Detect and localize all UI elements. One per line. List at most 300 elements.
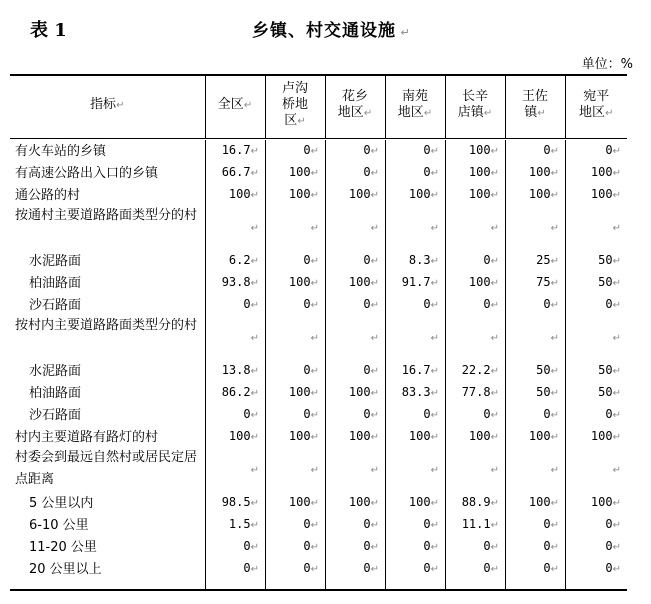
paragraph-mark-icon: ↵	[370, 277, 379, 289]
paragraph-mark-icon: ↵	[370, 563, 379, 575]
table-cell	[445, 138, 505, 161]
table-row	[10, 271, 627, 293]
cell-value: 0	[423, 406, 431, 421]
paragraph-mark-icon: ↵	[490, 387, 499, 399]
paragraph-mark-icon: ↵	[490, 189, 499, 201]
paragraph-mark-icon: ↵	[550, 519, 559, 531]
cell-value: 100	[288, 494, 311, 509]
row-label: 按通村主要道路路面类型分的村	[15, 207, 198, 223]
table-cell	[385, 447, 445, 491]
table-cell	[265, 513, 325, 535]
table-cell	[385, 249, 445, 271]
table-cell	[325, 447, 385, 491]
cell-value: 100	[228, 428, 251, 443]
paragraph-mark-icon: ↵	[370, 255, 379, 267]
cell-value: 0	[363, 516, 371, 531]
paragraph-mark-icon: ↵	[250, 222, 259, 234]
table-cell	[565, 359, 627, 381]
column-header-indicator: 指标↵	[10, 74, 205, 138]
column-header: 南苑 地区↵	[385, 74, 445, 138]
paragraph-mark-icon: ↵	[490, 332, 499, 344]
table-cell	[505, 293, 565, 315]
paragraph-mark-icon: ↵	[297, 116, 306, 128]
cell-value: 0	[543, 560, 551, 575]
row-label: 5 公里以内	[29, 496, 94, 511]
cell-value: 0	[303, 362, 311, 377]
table-cell	[445, 315, 505, 359]
table-cell	[565, 293, 627, 315]
paragraph-mark-icon: ↵	[310, 431, 319, 443]
table-cell	[205, 403, 265, 425]
paragraph-mark-icon: ↵	[310, 145, 319, 157]
table-cell	[505, 359, 565, 381]
paragraph-mark-icon: ↵	[430, 222, 439, 234]
column-divider	[385, 140, 386, 590]
cell-value: 8.3	[408, 252, 431, 267]
table-row	[10, 249, 627, 271]
paragraph-mark-icon: ↵	[612, 409, 621, 421]
cell-value: 100	[348, 384, 371, 399]
row-label: 柏油路面	[29, 386, 82, 401]
paragraph-mark-icon: ↵	[612, 277, 621, 289]
paragraph-mark-icon: ↵	[430, 365, 439, 377]
table-cell	[385, 359, 445, 381]
cell-value: 50	[598, 252, 613, 267]
paragraph-mark-icon: ↵	[370, 541, 379, 553]
column-divider	[445, 140, 446, 590]
column-divider	[205, 140, 206, 590]
paragraph-mark-icon: ↵	[430, 563, 439, 575]
cell-value: 0	[303, 560, 311, 575]
paragraph-mark-icon: ↵	[612, 387, 621, 399]
table-cell	[385, 315, 445, 359]
table-row	[10, 447, 627, 491]
table-cell	[205, 557, 265, 579]
cell-value: 13.8	[221, 362, 251, 377]
cell-value: 0	[303, 142, 311, 157]
paragraph-mark-icon: ↵	[250, 497, 259, 509]
cell-value: 0	[303, 296, 311, 311]
table-cell	[205, 138, 265, 161]
paragraph-mark-icon: ↵	[370, 167, 379, 179]
paragraph-mark-icon: ↵	[310, 332, 319, 344]
cell-value: 0	[543, 538, 551, 553]
table-cell	[565, 249, 627, 271]
paragraph-mark-icon: ↵	[243, 100, 253, 112]
table-cell	[385, 513, 445, 535]
paragraph-mark-icon: ↵	[612, 167, 621, 179]
row-label: 按村内主要道路路面类型分的村	[15, 317, 198, 333]
table-cell	[445, 161, 505, 183]
cell-value: 100	[288, 384, 311, 399]
column-divider	[265, 140, 266, 590]
column-header: 宛平 地区↵	[565, 74, 627, 138]
cell-value: 100	[228, 186, 251, 201]
cell-value: 100	[288, 428, 311, 443]
cell-value: 100	[288, 186, 311, 201]
table-cell	[385, 205, 445, 249]
paragraph-mark-icon: ↵	[550, 365, 559, 377]
column-header: 长辛 店镇↵	[445, 74, 505, 138]
table-cell	[205, 183, 265, 205]
paragraph-mark-icon: ↵	[250, 431, 259, 443]
cell-value: 0	[363, 252, 371, 267]
paragraph-mark-icon: ↵	[550, 332, 559, 344]
data-table	[10, 74, 627, 579]
paragraph-mark-icon: ↵	[250, 464, 259, 476]
table-cell	[265, 183, 325, 205]
paragraph-mark-icon: ↵	[430, 519, 439, 531]
table-cell	[325, 381, 385, 403]
table-cell	[505, 557, 565, 579]
paragraph-mark-icon: ↵	[550, 563, 559, 575]
paragraph-mark-icon: ↵	[370, 189, 379, 201]
cell-value: 11.1	[461, 516, 491, 531]
cell-value: 0	[243, 560, 251, 575]
cell-value: 0	[543, 406, 551, 421]
row-label: 沙石路面	[29, 408, 82, 423]
paragraph-mark-icon: ↵	[370, 332, 379, 344]
table-cell	[385, 557, 445, 579]
cell-value: 100	[288, 164, 311, 179]
paragraph-mark-icon: ↵	[490, 497, 499, 509]
table-cell	[505, 513, 565, 535]
table-cell	[565, 403, 627, 425]
paragraph-mark-icon: ↵	[430, 167, 439, 179]
table-cell	[505, 535, 565, 557]
cell-value: 0	[363, 296, 371, 311]
paragraph-mark-icon: ↵	[423, 108, 433, 120]
table-cell	[205, 293, 265, 315]
table-cell	[205, 447, 265, 491]
column-header: 全区↵	[205, 74, 265, 138]
paragraph-mark-icon: ↵	[396, 26, 411, 39]
cell-value: 0	[605, 296, 613, 311]
row-label: 村委会到最远自然村或居民定居点距离	[15, 449, 198, 487]
row-label: 20 公里以上	[29, 562, 102, 577]
cell-value: 16.7	[401, 362, 431, 377]
cell-value: 50	[598, 362, 613, 377]
table-cell	[505, 447, 565, 491]
paragraph-mark-icon: ↵	[490, 431, 499, 443]
paragraph-mark-icon: ↵	[370, 497, 379, 509]
paragraph-mark-icon: ↵	[370, 464, 379, 476]
cell-value: 0	[543, 142, 551, 157]
paragraph-mark-icon: ↵	[430, 189, 439, 201]
paragraph-mark-icon: ↵	[370, 365, 379, 377]
table-cell	[325, 557, 385, 579]
cell-value: 100	[468, 142, 491, 157]
paragraph-mark-icon: ↵	[550, 277, 559, 289]
cell-value: 0	[483, 560, 491, 575]
table-row	[10, 138, 627, 161]
cell-value: 0	[605, 538, 613, 553]
cell-value: 25	[536, 252, 551, 267]
table-row	[10, 425, 627, 447]
table-cell	[565, 491, 627, 513]
table-cell	[505, 315, 565, 359]
table-cell	[565, 183, 627, 205]
paragraph-mark-icon: ↵	[310, 365, 319, 377]
table-cell	[325, 491, 385, 513]
paragraph-mark-icon: ↵	[370, 409, 379, 421]
table-cell	[565, 557, 627, 579]
cell-value: 100	[408, 186, 431, 201]
paragraph-mark-icon: ↵	[370, 299, 379, 311]
paragraph-mark-icon: ↵	[550, 431, 559, 443]
paragraph-mark-icon: ↵	[310, 167, 319, 179]
paragraph-mark-icon: ↵	[430, 541, 439, 553]
table-cell	[505, 491, 565, 513]
row-label: 沙石路面	[29, 298, 82, 313]
paragraph-mark-icon: ↵	[483, 108, 493, 120]
table-cell	[445, 359, 505, 381]
paragraph-mark-icon: ↵	[310, 409, 319, 421]
paragraph-mark-icon: ↵	[310, 277, 319, 289]
paragraph-mark-icon: ↵	[550, 222, 559, 234]
cell-value: 100	[468, 274, 491, 289]
paragraph-mark-icon: ↵	[612, 299, 621, 311]
paragraph-mark-icon: ↵	[370, 519, 379, 531]
table-cell	[205, 161, 265, 183]
column-header: 王佐 镇↵	[505, 74, 565, 138]
table-row	[10, 293, 627, 315]
paragraph-mark-icon: ↵	[490, 255, 499, 267]
table-cell	[265, 205, 325, 249]
paragraph-mark-icon: ↵	[612, 464, 621, 476]
table-cell	[325, 535, 385, 557]
cell-value: 16.7	[221, 142, 251, 157]
unit-label: 单位：%	[581, 57, 633, 72]
table-cell	[505, 183, 565, 205]
table-cell	[325, 205, 385, 249]
table-cell	[325, 183, 385, 205]
paragraph-mark-icon: ↵	[550, 409, 559, 421]
paragraph-mark-icon: ↵	[363, 108, 373, 120]
paragraph-mark-icon: ↵	[550, 189, 559, 201]
paragraph-mark-icon: ↵	[612, 519, 621, 531]
paragraph-mark-icon: ↵	[490, 277, 499, 289]
cell-value: 100	[348, 186, 371, 201]
table-cell	[205, 205, 265, 249]
column-divider	[325, 140, 326, 590]
cell-value: 100	[348, 494, 371, 509]
paragraph-mark-icon: ↵	[490, 222, 499, 234]
table-cell	[445, 557, 505, 579]
table-cell	[505, 425, 565, 447]
paragraph-mark-icon: ↵	[116, 100, 125, 112]
cell-value: 0	[543, 516, 551, 531]
paragraph-mark-icon: ↵	[550, 541, 559, 553]
paragraph-mark-icon: ↵	[612, 563, 621, 575]
paragraph-mark-icon: ↵	[250, 145, 259, 157]
table-cell	[505, 205, 565, 249]
table-cell	[445, 491, 505, 513]
cell-value: 98.5	[221, 494, 251, 509]
cell-value: 100	[468, 164, 491, 179]
cell-value: 0	[303, 406, 311, 421]
table-cell	[325, 161, 385, 183]
table-cell	[265, 447, 325, 491]
cell-value: 0	[605, 516, 613, 531]
cell-value: 0	[483, 538, 491, 553]
table-cell	[445, 381, 505, 403]
table-row	[10, 403, 627, 425]
cell-value: 0	[605, 560, 613, 575]
paragraph-mark-icon: ↵	[612, 255, 621, 267]
table-cell	[445, 535, 505, 557]
table-cell	[325, 315, 385, 359]
paragraph-mark-icon: ↵	[310, 541, 319, 553]
cell-value: 0	[363, 362, 371, 377]
table-cell	[565, 425, 627, 447]
cell-value: 0	[423, 516, 431, 531]
paragraph-mark-icon: ↵	[490, 365, 499, 377]
cell-value: 100	[528, 164, 551, 179]
cell-value: 0	[423, 142, 431, 157]
table-cell	[265, 315, 325, 359]
paragraph-mark-icon: ↵	[490, 464, 499, 476]
paragraph-mark-icon: ↵	[550, 255, 559, 267]
paragraph-mark-icon: ↵	[430, 277, 439, 289]
cell-value: 0	[605, 406, 613, 421]
table-row	[10, 535, 627, 557]
table-cell	[445, 249, 505, 271]
cell-value: 50	[598, 274, 613, 289]
column-divider	[505, 140, 506, 590]
cell-value: 100	[590, 164, 613, 179]
table-cell	[565, 447, 627, 491]
table-cell	[385, 271, 445, 293]
paragraph-mark-icon: ↵	[612, 145, 621, 157]
paragraph-mark-icon: ↵	[612, 541, 621, 553]
paragraph-mark-icon: ↵	[550, 145, 559, 157]
row-label: 水泥路面	[29, 254, 82, 269]
cell-value: 0	[243, 538, 251, 553]
table-row	[10, 381, 627, 403]
paragraph-mark-icon: ↵	[612, 431, 621, 443]
cell-value: 1.5	[228, 516, 251, 531]
cell-value: 0	[363, 538, 371, 553]
cell-value: 93.8	[221, 274, 251, 289]
paragraph-mark-icon: ↵	[370, 431, 379, 443]
table-title-text: 乡镇、村交通设施	[252, 21, 396, 41]
cell-value: 0	[543, 296, 551, 311]
cell-value: 100	[590, 494, 613, 509]
table-cell	[385, 161, 445, 183]
table-cell	[265, 138, 325, 161]
table-cell	[505, 381, 565, 403]
table-cell	[445, 425, 505, 447]
table-row	[10, 513, 627, 535]
paragraph-mark-icon: ↵	[250, 189, 259, 201]
table-cell	[325, 513, 385, 535]
cell-value: 0	[483, 252, 491, 267]
cell-value: 100	[528, 186, 551, 201]
paragraph-mark-icon: ↵	[430, 387, 439, 399]
paragraph-mark-icon: ↵	[490, 145, 499, 157]
table-cell	[445, 293, 505, 315]
paragraph-mark-icon: ↵	[250, 387, 259, 399]
table-cell	[385, 293, 445, 315]
paragraph-mark-icon: ↵	[250, 541, 259, 553]
paragraph-mark-icon: ↵	[310, 222, 319, 234]
table-cell	[265, 425, 325, 447]
cell-value: 50	[598, 384, 613, 399]
table-cell	[385, 183, 445, 205]
paragraph-mark-icon: ↵	[250, 299, 259, 311]
cell-value: 0	[243, 296, 251, 311]
table-cell	[445, 271, 505, 293]
paragraph-mark-icon: ↵	[250, 167, 259, 179]
cell-value: 100	[590, 186, 613, 201]
table-row	[10, 557, 627, 579]
paragraph-mark-icon: ↵	[310, 519, 319, 531]
cell-value: 0	[363, 560, 371, 575]
table-cell	[205, 249, 265, 271]
row-label: 有高速公路出入口的乡镇	[15, 166, 159, 181]
table-row	[10, 161, 627, 183]
table-row	[10, 205, 627, 249]
cell-value: 100	[408, 494, 431, 509]
table-cell	[325, 425, 385, 447]
table-cell	[445, 513, 505, 535]
table-cell	[265, 381, 325, 403]
cell-value: 100	[348, 274, 371, 289]
table-cell	[265, 293, 325, 315]
cell-value: 100	[468, 428, 491, 443]
table-cell	[265, 271, 325, 293]
table-cell	[505, 138, 565, 161]
table-cell	[505, 249, 565, 271]
table-cell	[265, 359, 325, 381]
table-cell	[265, 535, 325, 557]
paragraph-mark-icon: ↵	[605, 108, 614, 120]
table-cell	[325, 403, 385, 425]
column-header: 卢沟 桥地 区↵	[265, 74, 325, 138]
paragraph-mark-icon: ↵	[490, 563, 499, 575]
paragraph-mark-icon: ↵	[490, 409, 499, 421]
paragraph-mark-icon: ↵	[612, 332, 621, 344]
row-label: 水泥路面	[29, 364, 82, 379]
row-label: 通公路的村	[15, 188, 81, 203]
paragraph-mark-icon: ↵	[370, 387, 379, 399]
cell-value: 0	[363, 164, 371, 179]
paragraph-mark-icon: ↵	[537, 108, 546, 120]
paragraph-mark-icon: ↵	[430, 431, 439, 443]
paragraph-mark-icon: ↵	[550, 299, 559, 311]
cell-value: 100	[590, 428, 613, 443]
cell-value: 0	[363, 142, 371, 157]
cell-value: 6.2	[228, 252, 251, 267]
table-cell	[325, 271, 385, 293]
cell-value: 100	[528, 428, 551, 443]
table-cell	[385, 535, 445, 557]
table-cell	[325, 293, 385, 315]
cell-value: 86.2	[221, 384, 251, 399]
paragraph-mark-icon: ↵	[370, 222, 379, 234]
table-cell	[565, 513, 627, 535]
cell-value: 100	[408, 428, 431, 443]
cell-value: 100	[288, 274, 311, 289]
table-cell	[505, 271, 565, 293]
cell-value: 0	[423, 296, 431, 311]
column-divider	[565, 140, 566, 590]
table-row	[10, 359, 627, 381]
table-cell	[565, 381, 627, 403]
cell-value: 0	[483, 406, 491, 421]
paragraph-mark-icon: ↵	[250, 563, 259, 575]
